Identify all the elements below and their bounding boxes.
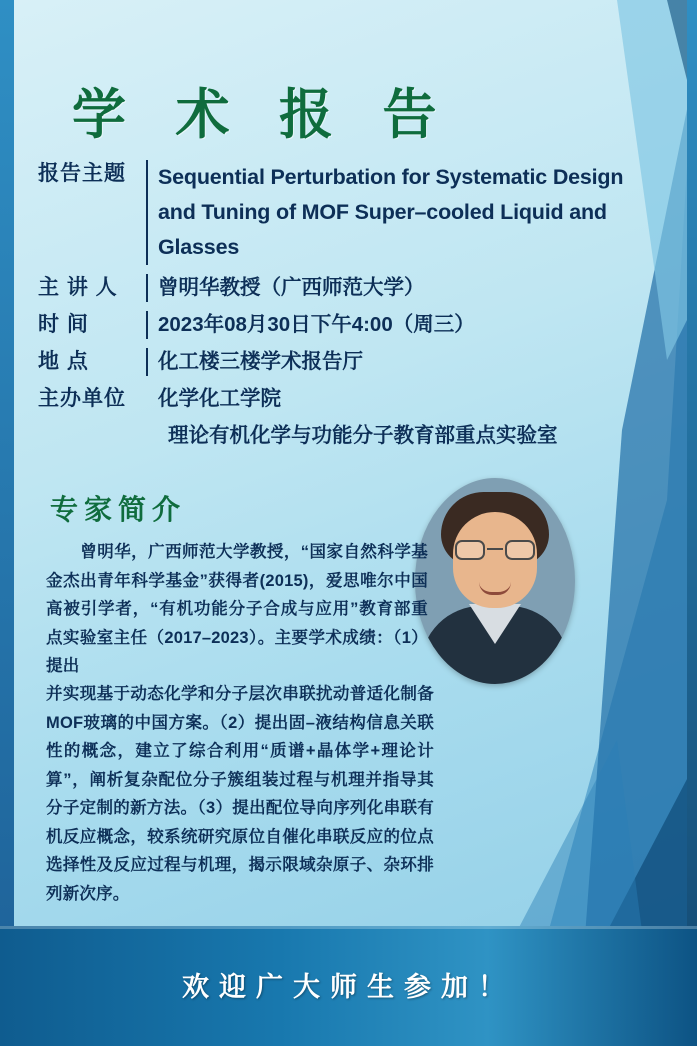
welcome-message: 欢迎广大师生参加！: [182, 972, 515, 1002]
info-value-organizer: 化学化工学院: [158, 387, 281, 410]
info-value-time: 2023年08月30日下午4:00（周三）: [158, 313, 475, 336]
left-edge-bar: [0, 0, 14, 1046]
info-table: [38, 160, 638, 459]
info-label-venue: 地 点: [38, 350, 89, 373]
poster-title: 学 术 报 告: [72, 85, 455, 145]
info-label-time: 时 间: [38, 313, 89, 336]
right-edge-bar: [687, 0, 697, 1046]
info-value-organizer-second: 理论有机化学与功能分子教育部重点实验室: [168, 424, 558, 447]
info-divider: [146, 311, 148, 339]
info-divider-hidden: [146, 422, 148, 450]
info-row-speaker: [38, 274, 638, 302]
info-row-organizer-second: [38, 422, 638, 450]
info-divider: [146, 348, 148, 376]
info-row-organizer: [38, 385, 638, 413]
bio-heading: 专家简介: [50, 495, 187, 526]
bio-paragraph-first-text: 曾明华，广西师范大学教授，“国家自然科学基金杰出青年科学基金”获得者(2015)，爱思唯尔中国高被引学者，“有机功能分子合成与应用”教育部重点实验室主任（2017–2023）。主要学术成绩：（1）提出: [46, 543, 428, 675]
info-row-time: [38, 311, 638, 339]
bio-paragraph-second: 并实现基于动态化学和分子层次串联扰动普适化制备MOF玻璃的中国方案。（2）提出固–液结构信息关联性的概念，建立了综合利用“质谱+晶体学+理论计算”，阐析复杂配位分子簇组装过程与机理并指导其分子定制的新方法。（3）提出配位导向序列化串联有机反应概念，较系统研究原位自催化串联反应的位点选择性及反应过程与机理，揭示限域杂原子、杂环排列新次序。: [46, 685, 434, 903]
info-divider: [146, 160, 148, 265]
info-label-topic: 报告主题: [38, 162, 126, 185]
glasses-icon: [453, 540, 537, 560]
bio-paragraph-first: [46, 538, 428, 681]
info-divider-hidden: [146, 385, 148, 413]
speaker-portrait: [415, 478, 575, 684]
info-row-venue: [38, 348, 638, 376]
info-value-topic: Sequential Perturbation for Systematic Design and Tuning of MOF Super–cooled Liquid and Glasses: [158, 165, 624, 259]
info-divider: [146, 274, 148, 302]
info-row-topic: [38, 160, 638, 265]
info-value-speaker: 曾明华教授（广西师范大学）: [158, 276, 425, 299]
info-label-organizer: 主办单位: [38, 387, 126, 410]
info-value-venue: 化工楼三楼学术报告厅: [158, 350, 363, 373]
info-label-speaker: 主 讲 人: [38, 276, 118, 299]
